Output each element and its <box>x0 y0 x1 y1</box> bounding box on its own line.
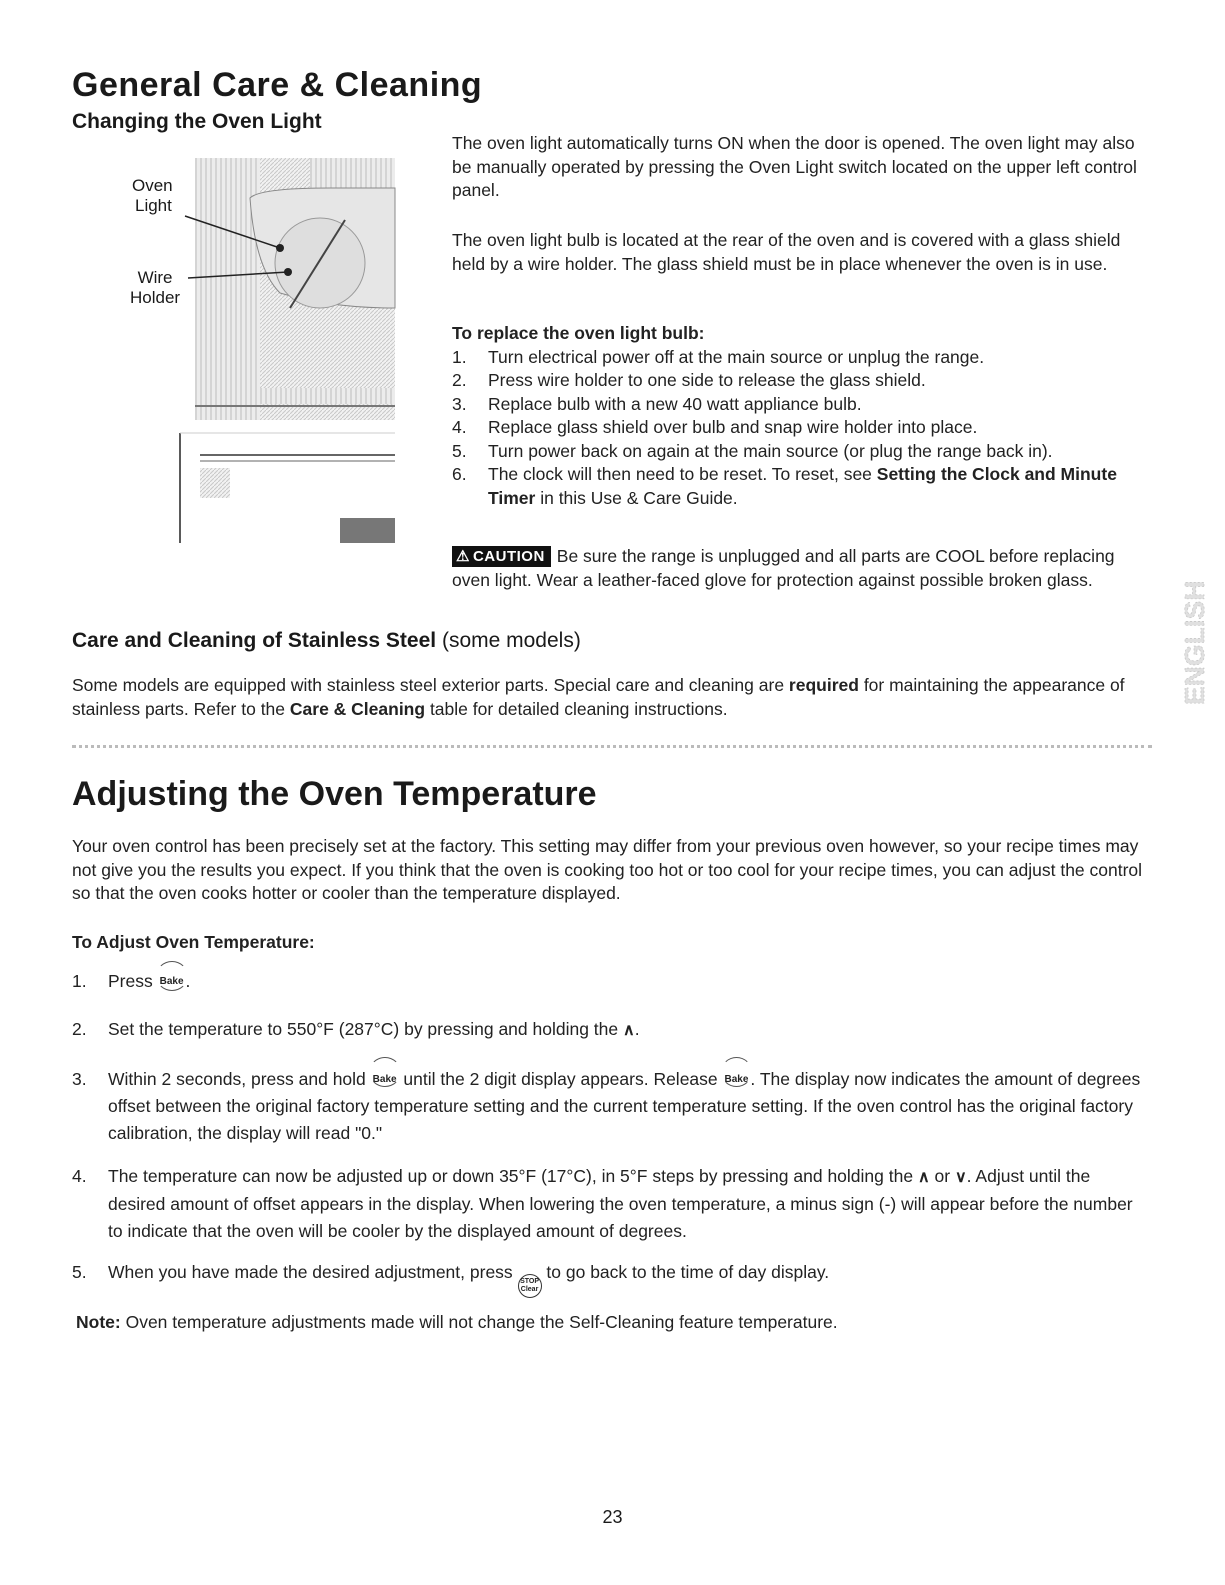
stainless-paragraph <box>72 674 1152 721</box>
step-text: Replace bulb with a new 40 watt appliance bulb. <box>488 393 862 414</box>
step-number: 5. <box>452 440 467 461</box>
adjust-intro: Your oven control has been precisely set at the factory. This setting may differ from your previous oven however, so your recipe times may not give you the results you expect. If you think that the oven is cooking too hot or too cool for your recipe times, you can adjust the control so that the oven cooks hotter or cooler than the temperature displayed. <box>72 836 1143 903</box>
clear-key-label: Clear <box>520 1286 539 1293</box>
step-text: Turn power back on again at the main source (or plug the range back in). <box>488 440 1053 461</box>
up-arrow-icon: ∧ <box>917 1169 930 1186</box>
label-oven-light <box>132 176 173 216</box>
step-text-before: The clock will then need to be reset. To reset, see <box>488 464 877 484</box>
step-text: Press <box>108 971 158 991</box>
caution-badge <box>452 546 551 567</box>
list-item <box>452 440 1152 464</box>
stainless-reference: Care & Cleaning <box>289 698 426 719</box>
stainless-heading-note: (some models) <box>441 629 581 652</box>
replace-bulb-steps <box>452 322 1152 510</box>
step-text: Set the temperature to 550°F (287°C) by pressing and holding the <box>108 1019 623 1039</box>
stainless-text: for maintaining the appearance of stainless parts. Refer to the <box>72 675 1125 719</box>
caution-notice <box>452 545 1152 592</box>
stainless-text: table for detailed cleaning instructions. <box>425 698 728 719</box>
section-heading-oven-light: Changing the Oven Light <box>72 110 322 133</box>
adjust-step-2 <box>72 1018 1152 1043</box>
list-item <box>452 393 1152 417</box>
warning-triangle-icon: ⚠ <box>456 548 470 565</box>
language-tab-label: ENGLISH <box>1179 580 1210 705</box>
adjust-step-3 <box>72 1066 1152 1147</box>
up-arrow-icon: ∧ <box>623 1022 635 1039</box>
step-number: 1. <box>72 971 87 991</box>
list-item <box>452 416 1152 440</box>
adjust-step-1 <box>72 970 1152 994</box>
caution-badge-label: CAUTION <box>472 548 545 565</box>
page-number: 23 <box>602 1507 623 1527</box>
stainless-heading-bold: Care and Cleaning of Stainless Steel <box>72 629 437 652</box>
adjust-title: Adjusting the Oven Temperature <box>72 775 597 813</box>
list-item <box>452 463 1152 510</box>
step-text: . Adjust until the desired amount of offset appears in the display. When lowering the oven temperature, a minus sign (-) will appear before the number to indicate that the oven will be cooler by the displayed amount of degrees. <box>108 1166 1133 1241</box>
stop-clear-key-icon <box>518 1274 542 1298</box>
oven-light-intro-2: The oven light bulb is located at the rear of the oven and is covered with a glass shield held by a wire holder. The glass shield must be in place whenever the oven is in use. <box>452 230 1121 274</box>
label-wire-holder-line2: Holder <box>130 288 181 307</box>
step-text: or <box>929 1166 955 1186</box>
step-text: Replace glass shield over bulb and snap wire holder into place. <box>488 417 978 437</box>
section-heading-stainless <box>72 629 581 653</box>
bake-key-icon: Bake <box>158 970 186 994</box>
step-number: 1. <box>452 346 467 367</box>
step-text: . <box>185 971 191 991</box>
note-text: Oven temperature adjustments made will not change the Self-Cleaning feature temperature. <box>120 1312 838 1332</box>
list-item <box>452 346 1152 370</box>
adjust-step-5 <box>72 1261 1152 1298</box>
oven-light-intro-1: The oven light automatically turns ON when the door is opened. The oven light may also be manually operated by pressing the Oven Light switch located on the upper left control panel. <box>452 133 1137 200</box>
step-number: 4. <box>452 417 467 437</box>
step-text: Within 2 seconds, press and hold <box>108 1069 371 1089</box>
note-label: Note: <box>76 1312 121 1332</box>
step-number: 2. <box>72 1019 87 1039</box>
bake-key-icon: Bake <box>371 1066 399 1093</box>
stainless-emphasis: required <box>788 675 859 695</box>
step-text: until the 2 digit display appears. Release <box>398 1069 723 1089</box>
cross-reference: Setting the Clock and Minute Timer <box>488 464 1117 508</box>
step-text: When you have made the desired adjustment, press <box>108 1262 518 1282</box>
adjust-step-4 <box>72 1163 1152 1245</box>
step-text: . The display now indicates the amount of degrees offset between the original factory temperature setting and the current temperature setting. If the oven control has the original factory calibration, the display will read "0." <box>108 1069 1141 1143</box>
caution-text: Be sure the range is unplugged and all parts are COOL before replacing oven light. Wear a leather-faced glove for protection against possible broken glass. <box>452 546 1115 590</box>
page-title: General Care & Cleaning <box>72 66 483 104</box>
step-number: 5. <box>72 1262 87 1282</box>
step-text-after: in this Use & Care Guide. <box>535 487 738 508</box>
down-arrow-icon: ∨ <box>954 1169 967 1186</box>
step-text: . <box>634 1019 640 1039</box>
replace-bulb-heading: To replace the oven light bulb: <box>452 323 705 343</box>
step-text: Press wire holder to one side to release the glass shield. <box>488 370 926 390</box>
note <box>76 1311 1156 1335</box>
oven-light-diagram <box>130 158 400 543</box>
step-text: Turn electrical power off at the main source or unplug the range. <box>488 346 985 367</box>
step-text: to go back to the time of day display. <box>541 1262 830 1282</box>
list-item <box>452 369 1152 393</box>
section-divider <box>72 745 1152 748</box>
step-number: 4. <box>72 1166 87 1186</box>
step-number: 3. <box>452 393 467 414</box>
bake-key-icon: Bake <box>723 1066 751 1093</box>
label-oven-light-line1: Oven <box>132 176 173 195</box>
step-text: The temperature can now be adjusted up or down 35°F (17°C), in 5°F steps by pressing and holding the <box>108 1166 918 1186</box>
step-number: 6. <box>452 464 467 484</box>
step-number: 3. <box>72 1069 87 1089</box>
label-wire-holder <box>130 268 180 308</box>
label-oven-light-line2: Light <box>135 196 172 215</box>
step-number: 2. <box>452 370 467 390</box>
adjust-steps-heading: To Adjust Oven Temperature: <box>72 932 315 952</box>
language-tab <box>1176 565 1216 710</box>
stainless-text: Some models are equipped with stainless steel exterior parts. Special care and cleaning are <box>72 675 789 695</box>
stop-key-label: STOP <box>520 1278 540 1285</box>
label-wire-holder-line1: Wire <box>137 268 173 287</box>
